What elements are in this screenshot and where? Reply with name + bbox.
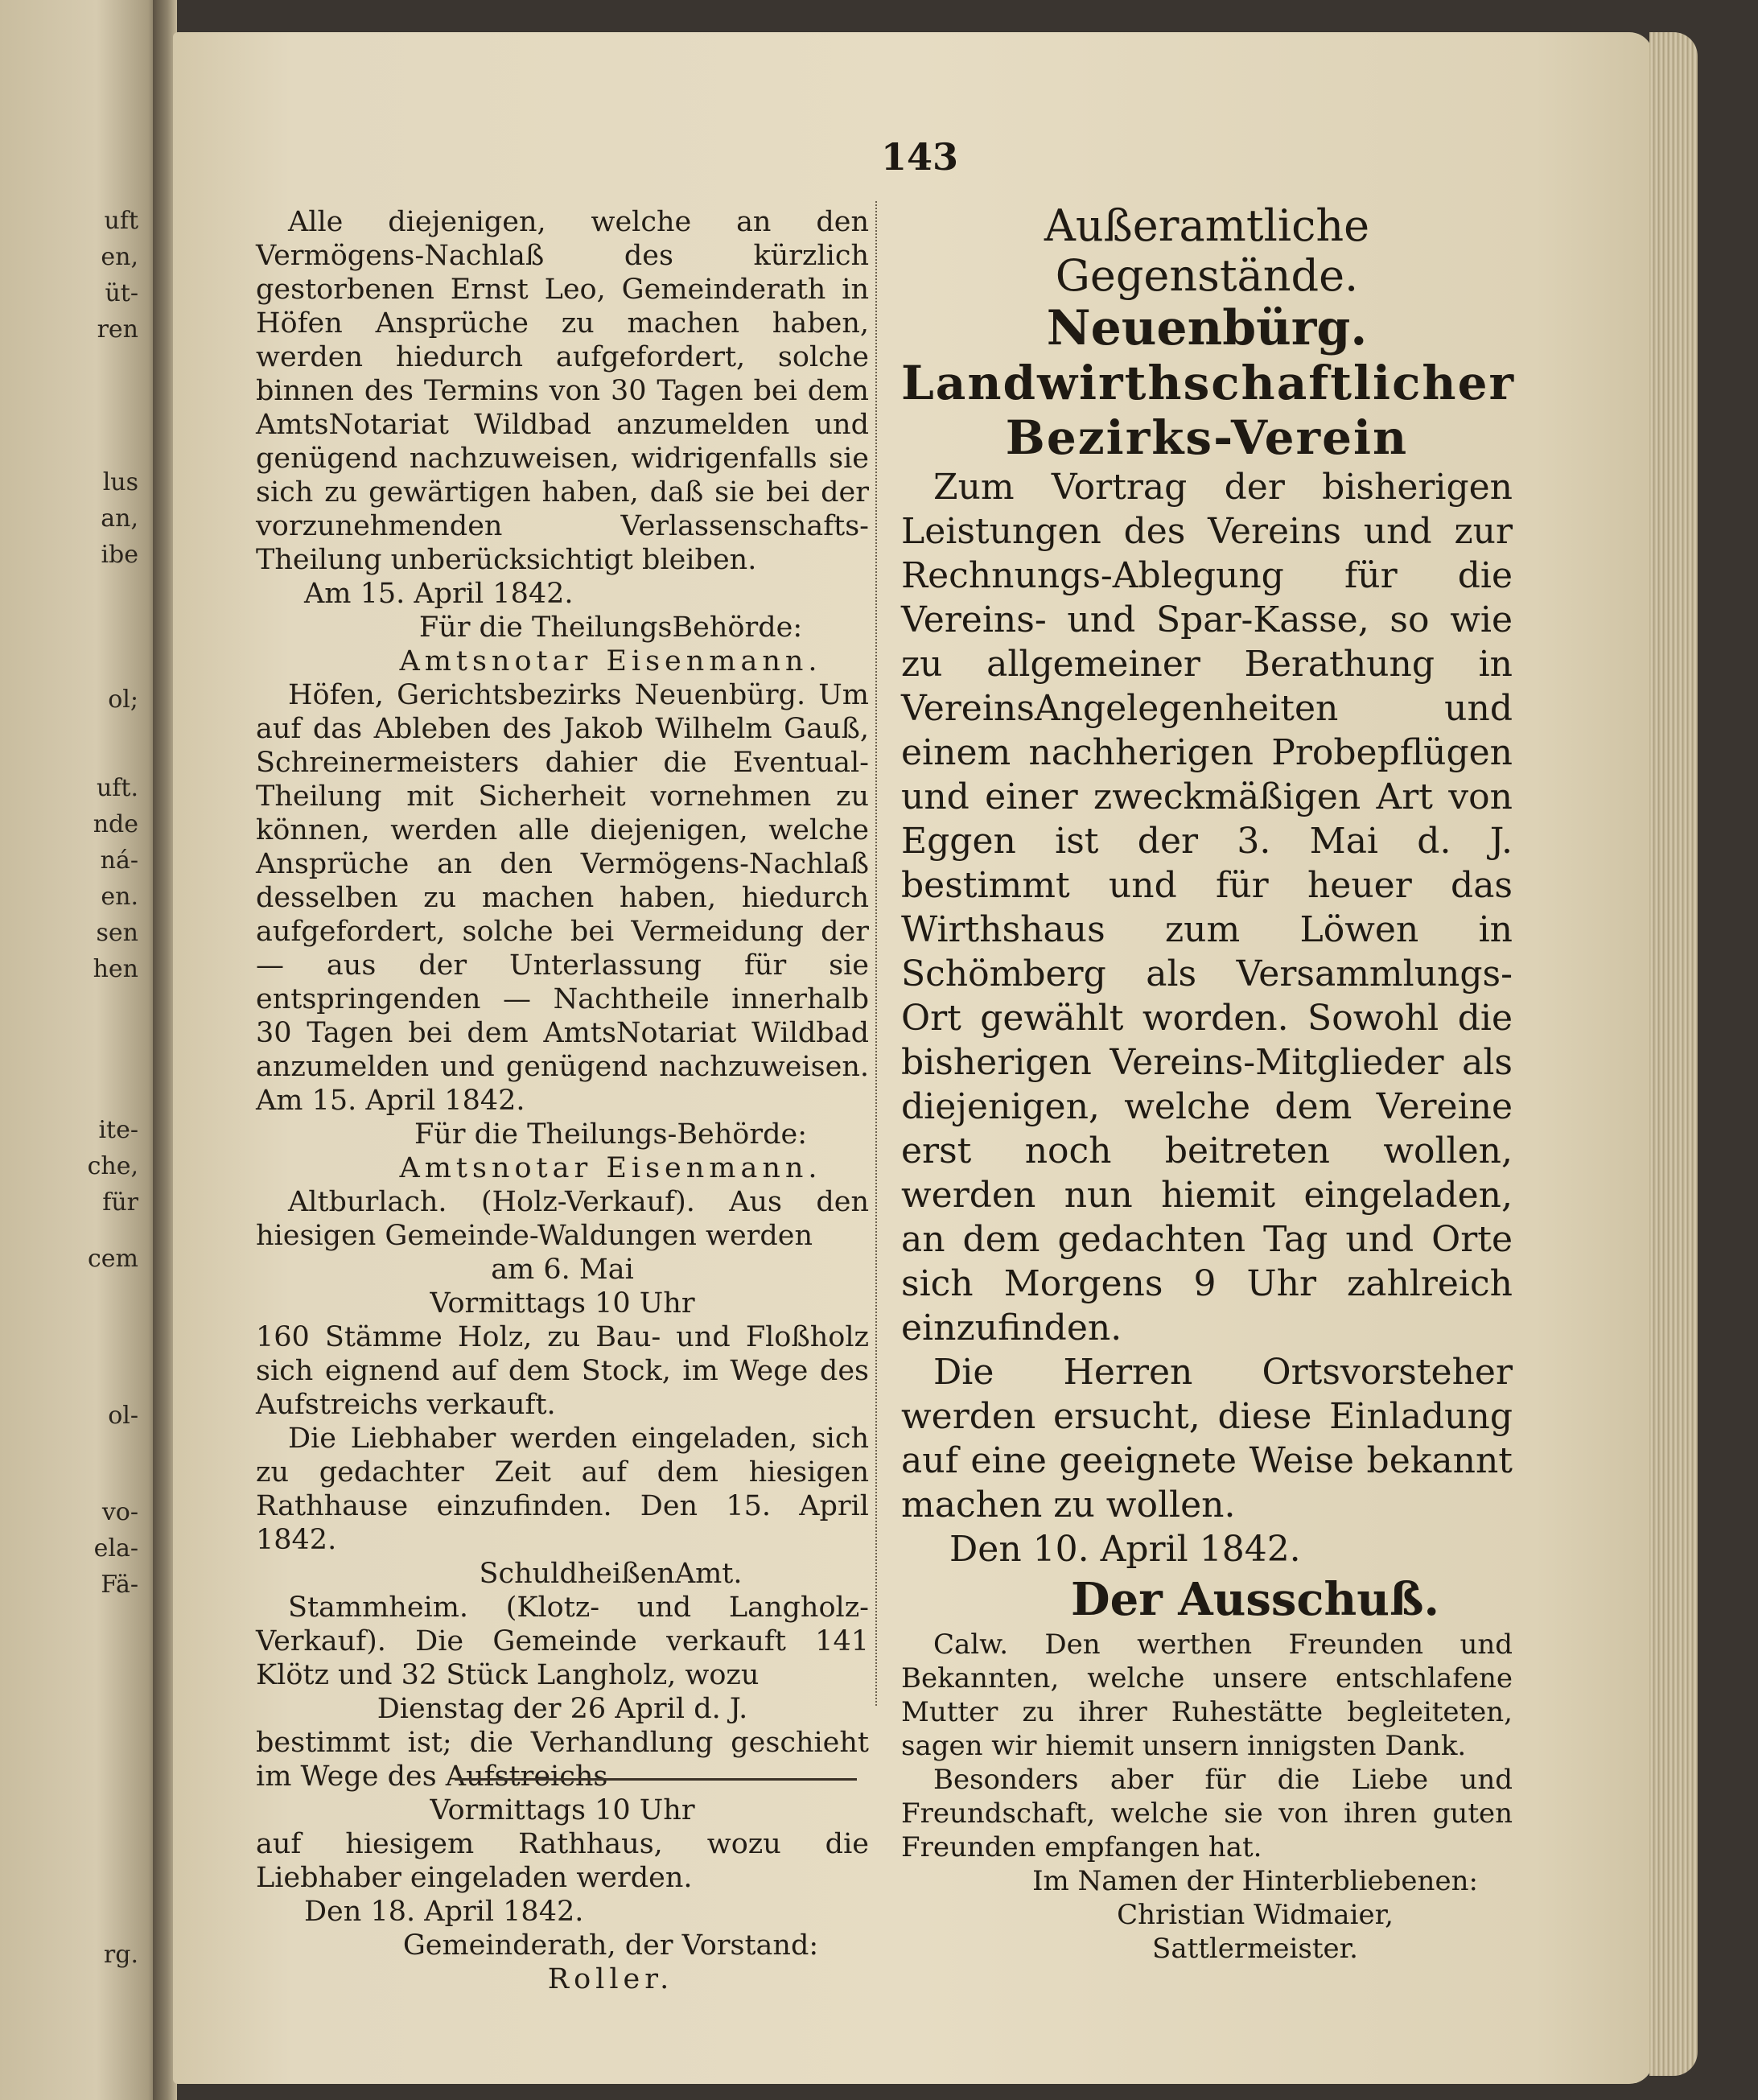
notice-date: Am 15. April 1842. xyxy=(304,578,574,610)
page-stack-edge xyxy=(1649,32,1698,2076)
fragment-text: ela- xyxy=(93,1534,138,1563)
fragment-text: sen xyxy=(96,919,138,947)
notice-date: Den 18. April 1842. xyxy=(304,1896,584,1928)
notice-signer: Roller. xyxy=(547,1963,674,1995)
fragment-text: Fä- xyxy=(101,1571,138,1599)
fragment-text: rg. xyxy=(103,1941,138,1969)
fragment-text: che, xyxy=(87,1152,138,1180)
fragment-text: üt- xyxy=(105,279,138,307)
article-body: Die Herren Ortsvorsteher werden ersucht, diese Einladung auf eine geeignete Weise bekannt machen zu wollen. xyxy=(901,1352,1513,1526)
notice-signer: SchuldheißenAmt. xyxy=(479,1558,743,1590)
notice-sale-time: Vormittags 10 Uhr xyxy=(430,1287,695,1320)
fragment-text: ite- xyxy=(98,1116,138,1144)
fragment-text: ren xyxy=(97,315,138,344)
notice-intro: Altburlach. (Holz-Verkauf). Aus den hiesigen Gemeinde-Waldungen werden xyxy=(256,1186,869,1252)
right-column xyxy=(901,200,1516,1966)
notice-body: bestimmt ist; die Verhandlung geschieht im Wege des Aufstreichs xyxy=(256,1727,869,1793)
fragment-text: ol; xyxy=(108,686,138,714)
notice-body: Alle diejenigen, welche an den Vermögens-Nachlaß des kürzlich gestorbenen Ernst Leo, Gemeinderath in Höfen Ansprüche zu machen haben, werden hiedurch aufgefordert, solche binnen des Termins von 30 Tagen bei dem AmtsNotariat Wildbad anzumelden und genügend nachzuweisen, widrigenfalls sie sich zu gewärtigen haben, daß sie bei der vorzunehmenden Verlassenschafts-Theilung unberücksichtigt bleiben. xyxy=(256,206,869,576)
previous-page-edge xyxy=(0,0,161,2100)
notice-body: Besonders aber für die Liebe und Freundschaft, welche sie von ihren guten Freunden empfangen hat. xyxy=(901,1764,1513,1863)
notice-authority: Für die Theilungs-Behörde: xyxy=(414,1118,808,1151)
notice-authority: Gemeinderath, der Vorstand: xyxy=(402,1929,819,1962)
article-date: Den 10. April 1842. xyxy=(949,1529,1301,1570)
article-signer: Der Ausschuß. xyxy=(1071,1573,1439,1626)
fragment-text: ol- xyxy=(108,1402,138,1430)
notice-sale-time: Vormittags 10 Uhr xyxy=(430,1794,695,1826)
fragment-text: für xyxy=(102,1188,138,1217)
fragment-text: en. xyxy=(101,883,138,911)
notice-trade: Sattlermeister. xyxy=(1152,1933,1358,1965)
fragment-text: ibe xyxy=(101,541,138,569)
article-body: Zum Vortrag der bisherigen Leistungen des Vereins und zur Rechnungs-Ablegung für die Vereins- und Spar-Kasse, so wie zu allgemeiner Berathung in VereinsAngelegenheiten und einem nachherigen Probepflügen und einer zweckmäßigen Art von Eggen ist der 3. Mai d. J. bestimmt und für heuer das Wirthshaus zum Löwen in Schömberg als Versammlungs-Ort gewählt worden. Sowohl die bisherigen Vereins-Mitglieder als diejenigen, welche dem Vereine erst noch beitreten wollen, werden nun hiemit eingeladen, an dem gedachten Tag und Orte sich Morgens 9 Uhr zahlreich einzufinden. xyxy=(901,467,1513,1349)
fragment-text: cem xyxy=(87,1245,138,1273)
notice-sale-date: Dienstag der 26 April d. J. xyxy=(377,1693,748,1725)
article-title: Landwirthschaftlicher Bezirks-Verein xyxy=(901,356,1516,465)
fragment-text: lus xyxy=(102,468,138,496)
notice-signer: Christian Widmaier, xyxy=(1117,1899,1394,1931)
page-number: 143 xyxy=(881,135,959,179)
fragment-text: nde xyxy=(93,810,138,838)
fragment-text: an, xyxy=(101,504,138,533)
notice-body: Höfen, Gerichtsbezirks Neuenbürg. Um auf das Ableben des Jakob Wilhelm Gauß, Schreinermeisters dahier die Eventual-Theilung mit Sicherheit vornehmen zu können, werden alle diejenigen, welche Ansprüche an den Vermögens-Nachlaß desselben zu machen haben, hiedurch aufgefordert, solche bei Vermeidung der — aus der Unterlassung für sie entspringenden — Nachtheile innerhalb 30 Tagen bei dem AmtsNotariat Wildbad anzumelden und genügend nachzuweisen. Am 15. April 1842. xyxy=(256,679,869,1117)
notice-body: Calw. Den werthen Freunden und Bekannten, welche unsere entschlafene Mutter zu ihrer Ruhestätte begleiteten, sagen wir hiemit unsern innigsten Dank. xyxy=(901,1629,1513,1762)
notice-closing: Im Namen der Hinterbliebenen: xyxy=(1032,1865,1478,1897)
notice-invite: Die Liebhaber werden eingeladen, sich zu gedachter Zeit auf dem hiesigen Rathhause einzufinden. Den 15. April 1842. xyxy=(256,1423,869,1556)
left-column xyxy=(256,205,869,1996)
place-heading: Neuenbürg. xyxy=(1046,300,1368,356)
notice-signer: Amtsnotar Eisenmann. xyxy=(399,645,822,677)
fragment-text: uft xyxy=(104,207,138,235)
fragment-text: ná- xyxy=(100,846,138,875)
notice-signer: Amtsnotar Eisenmann. xyxy=(399,1152,822,1184)
fragment-text: vo- xyxy=(101,1498,138,1526)
notice-authority: Für die TheilungsBehörde: xyxy=(418,611,803,644)
fragment-text: en, xyxy=(101,243,138,271)
column-divider xyxy=(875,201,877,1706)
calw-notice xyxy=(901,1628,1513,1966)
fragment-text: uft. xyxy=(96,774,138,802)
fragment-text: hen xyxy=(93,955,138,983)
notice-body: 160 Stämme Holz, zu Bau- und Floßholz sich eignend auf dem Stock, im Wege des Aufstreichs verkauft. xyxy=(256,1321,869,1421)
notice-sale-date: am 6. Mai xyxy=(491,1254,634,1286)
notice-intro: Stammheim. (Klotz- und Langholz-Verkauf). Die Gemeinde verkauft 141 Klötz und 32 Stück Langholz, wozu xyxy=(256,1591,869,1691)
end-rule xyxy=(455,1778,857,1781)
section-heading: Außeramtliche Gegenstände. xyxy=(1044,200,1370,301)
notice-place: auf hiesigem Rathhaus, wozu die Liebhaber eingeladen werden. xyxy=(256,1828,869,1894)
